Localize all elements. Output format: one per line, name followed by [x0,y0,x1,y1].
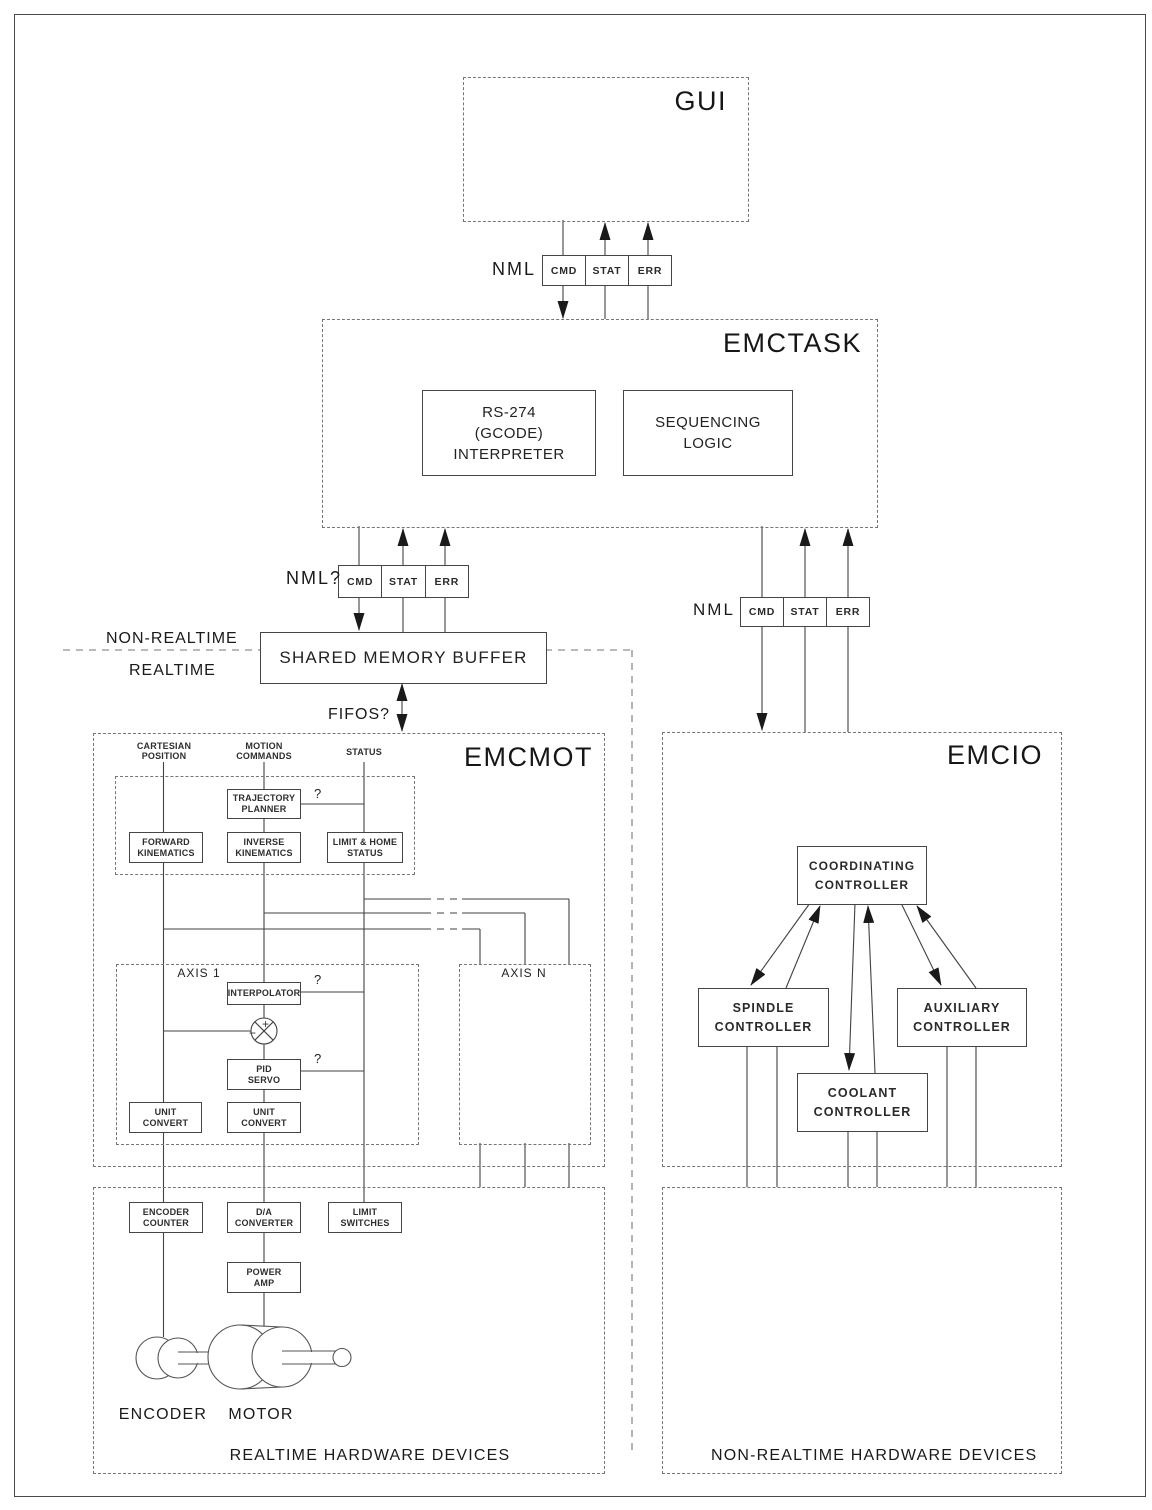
summing-plus-sign: + [262,1017,270,1031]
non-realtime-label: NON-REALTIME [106,630,238,647]
emctask-emcio-links [762,526,848,732]
unit-convert-mid-line1: UNIT [253,1106,275,1117]
nml-top-stat: STAT [585,256,628,285]
interpolator-box [227,982,301,1005]
forward-kinematics-box [129,832,203,863]
emctask-title: EMCTASK [722,328,862,358]
encoder-counter-box [129,1202,203,1233]
pid-servo-box [227,1059,301,1090]
sequencing-logic-box [623,390,793,476]
spindle-line1: SPINDLE [732,1000,795,1015]
auxiliary-line1: AUXILIARY [923,1000,1001,1015]
trajectory-question-mark: ? [314,786,322,801]
trajectory-planner-box [227,789,301,819]
inverse-kinematics-box [227,832,301,863]
status-label: STATUS [346,747,382,757]
nml-right-stat: STAT [783,598,826,626]
limit-switches-line2: SWITCHES [340,1217,390,1228]
shared-memory-buffer-box [260,632,547,684]
limit-home-line2: STATUS [347,847,383,858]
auxiliary-controller-box [897,988,1027,1047]
coolant-line1: COOLANT [827,1085,898,1100]
trajectory-line1: TRAJECTORY [232,793,296,803]
coordinating-line1: COORDINATING [808,858,916,873]
nml-left-stat: STAT [381,566,424,597]
power-amp-box [227,1262,301,1293]
gcode-interpreter-line2: (GCODE) [474,424,544,442]
encoder-counter-line2: COUNTER [143,1217,189,1228]
cartesian-line1: CARTESIAN [136,741,192,751]
power-amp-line1: POWER [246,1266,282,1277]
interpolator-label: INTERPOLATOR [227,988,301,998]
nml-left-label: NML? [286,568,343,588]
limit-home-status-box [327,832,403,863]
nml-right-channels [740,597,870,627]
sequencing-line1: SEQUENCING [655,414,761,431]
nml-left-err: ERR [425,566,468,597]
gui-title: GUI [674,86,727,116]
summing-minus-sign: − [249,1026,257,1040]
nml-top-cmd: CMD [550,264,578,277]
nml-right-err: ERR [826,598,869,626]
axisn-box [459,964,591,1145]
nml-left-channels [338,565,469,598]
shared-memory-buffer-label: SHARED MEMORY BUFFER [279,648,528,667]
motion-line1: MOTION [245,741,283,751]
nonrealtime-hardware-caption: NON-REALTIME HARDWARE DEVICES [711,1447,1038,1464]
spindle-controller-box [698,988,829,1047]
power-amp-line2: AMP [253,1277,275,1288]
da-converter-line2: CONVERTER [234,1217,294,1228]
pid-question-mark: ? [314,1051,322,1066]
da-converter-box [227,1202,301,1233]
encoder-counter-line1: ENCODER [142,1206,190,1217]
fifos-label: FIFOS? [328,706,391,723]
sequencing-line2: LOGIC [683,435,733,452]
unit-convert-mid-line2: CONVERT [241,1117,287,1128]
unit-convert-left-line1: UNIT [154,1106,177,1117]
nml-right-label: NML [693,600,735,619]
gcode-interpreter-line3: INTERPRETER [453,445,565,463]
pid-line1: PID [256,1063,272,1074]
motion-commands-label [214,741,314,761]
limit-home-line1: LIMIT & HOME [332,836,398,847]
pid-line2: SERVO [247,1074,281,1085]
limit-switches-box [328,1202,402,1233]
encoder-label: ENCODER [118,1406,208,1423]
nml-top-label: NML [492,259,537,279]
trajectory-line2: PLANNER [241,804,287,814]
da-converter-line1: D/A [255,1206,273,1217]
limit-switches-line1: LIMIT [352,1206,378,1217]
emctask-buffer-links [359,526,445,731]
cartesian-line2: POSITION [141,751,187,761]
forward-kinematics-line2: KINEMATICS [137,847,195,858]
motion-line2: COMMANDS [236,751,292,761]
nml-top-err: ERR [628,256,671,285]
unit-convert-mid-box [227,1102,301,1133]
gcode-interpreter-line1: RS-274 [482,403,536,421]
axisn-label: AXIS N [501,966,547,980]
emcio-title: EMCIO [946,740,1043,770]
gcode-interpreter-box [422,390,596,476]
coolant-line2: CONTROLLER [813,1104,912,1119]
coordinating-controller-box [797,846,927,905]
forward-kinematics-line1: FORWARD [142,836,190,847]
nml-right-cmd: CMD [748,606,776,618]
realtime-hardware-caption: REALTIME HARDWARE DEVICES [229,1447,511,1464]
nml-top-channels [542,255,672,286]
axis1-label: AXIS 1 [177,966,221,980]
unit-convert-left-box [129,1102,202,1133]
emcmot-title: EMCMOT [464,742,593,772]
interpolator-question-mark: ? [314,972,322,987]
inverse-kinematics-line1: INVERSE [243,836,285,847]
unit-convert-left-line2: CONVERT [142,1117,189,1128]
realtime-label: REALTIME [129,662,216,679]
coordinating-line2: CONTROLLER [814,877,910,892]
auxiliary-line2: CONTROLLER [913,1019,1011,1034]
nonrealtime-hardware-box [662,1187,1062,1474]
motor-label: MOTOR [228,1406,294,1423]
spindle-line2: CONTROLLER [714,1019,813,1034]
inverse-kinematics-line2: KINEMATICS [235,847,293,858]
nml-left-cmd: CMD [347,575,374,588]
cartesian-position-label [114,741,214,761]
coolant-controller-box [797,1073,928,1132]
